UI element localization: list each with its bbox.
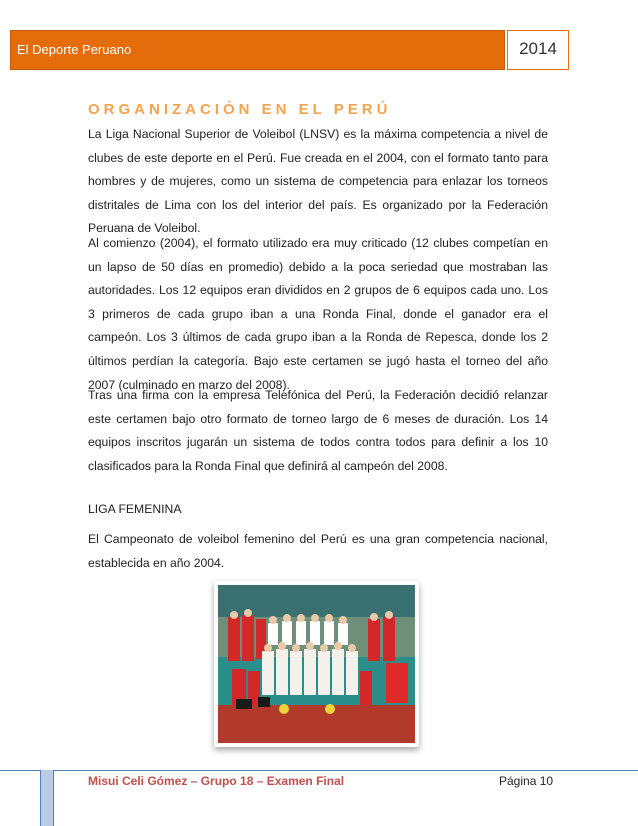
header-year-box xyxy=(507,30,569,70)
paragraph-intro: La Liga Nacional Superior de Voleibol (LNSV) es la máxima competencia a nivel de clubes de este deporte en el Perú. Fue creada en el 2004, con el formato tanto para hombres y de mujeres, como un sistema de competencia para enlazar los torneos distritales de Lima con los del interior del país. Es organizado por la Federación Peruana de Voleibol. xyxy=(88,127,548,236)
header-bar xyxy=(10,30,505,70)
paragraph-liga-femenina: El Campeonato de voleibol femenino del Perú es una gran competencia nacional, establecida en año 2004. xyxy=(88,532,548,570)
paragraph-new-format: Tras una firma con la empresa Telefónica del Perú, la Federación decidió relanzar este certamen bajo otro formato de torneo largo de 6 meses de duración. Los 14 equipos inscritos jugarán un sistema de todos contra todos para definir a los 10 clasificados para la Ronda Final que definirá al campeón del 2008. xyxy=(88,388,548,473)
header-title: El Deporte Peruano xyxy=(17,42,132,57)
footer-accent-bar xyxy=(40,770,54,826)
team-photo xyxy=(218,585,415,743)
header-year: 2014 xyxy=(519,39,557,58)
paragraph-history: Al comienzo (2004), el formato utilizado era muy criticado (12 clubes competían en un lapso de 50 días en promedio) debido a la poca seriedad que mostraban las autoridades. Los 12 equipos eran divididos en 2 grupos de 6 equipos cada uno. Los 3 primeros de cada grupo iban a una Ronda Final, donde el ganador era el campeón. Los 3 últimos de cada grupo iban a la Ronda de Repesca, donde los 2 últimos perdían la categoría. Bajo este certamen se jugó hasta el torneo del año 2007 (culminado en marzo del 2008). xyxy=(88,236,548,392)
footer-page-number: Página 10 xyxy=(499,774,554,788)
footer-divider xyxy=(0,770,638,771)
footer-author: Misui Celi Gómez – Grupo 18 – Examen Final xyxy=(88,774,345,788)
section-heading: ORGANIZACIÓN EN EL PERÚ xyxy=(88,101,392,118)
team-photo-frame xyxy=(214,581,419,747)
sub-heading-liga-femenina: LIGA FEMENINA xyxy=(88,502,182,516)
